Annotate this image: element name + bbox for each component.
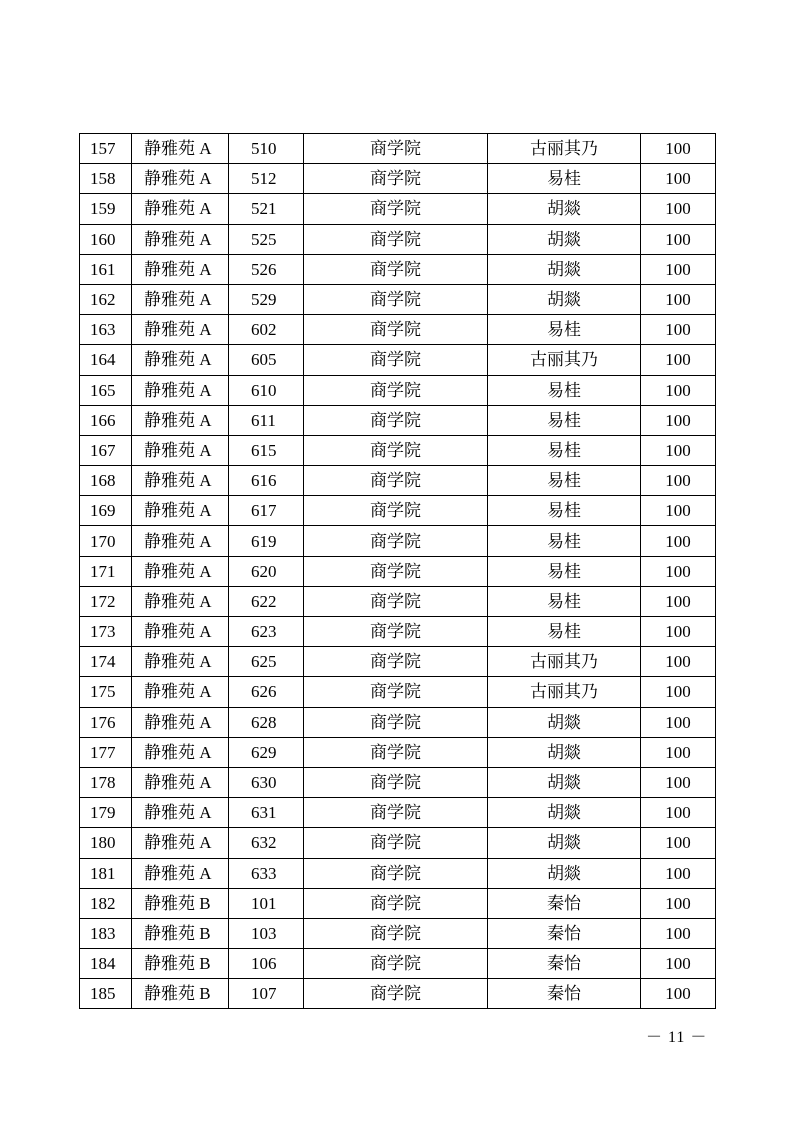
cell-person-name: 古丽其乃 [488,345,641,375]
cell-serial-number: 183 [80,918,132,948]
cell-serial-number: 174 [80,647,132,677]
cell-room-number: 625 [229,647,304,677]
table-row [80,254,716,284]
cell-college: 商学院 [304,677,488,707]
cell-score: 100 [641,888,716,918]
table-row [80,949,716,979]
cell-score: 100 [641,798,716,828]
cell-college: 商学院 [304,315,488,345]
page-number: － 11 － [646,1029,708,1046]
cell-person-name: 易桂 [488,586,641,616]
cell-building: 静雅苑 A [132,164,229,194]
cell-college: 商学院 [304,737,488,767]
cell-room-number: 629 [229,737,304,767]
table-row [80,556,716,586]
cell-building: 静雅苑 A [132,254,229,284]
cell-building: 静雅苑 A [132,134,229,164]
cell-college: 商学院 [304,647,488,677]
cell-room-number: 628 [229,707,304,737]
cell-score: 100 [641,375,716,405]
cell-score: 100 [641,586,716,616]
cell-building: 静雅苑 A [132,858,229,888]
cell-person-name: 秦怡 [488,979,641,1009]
cell-person-name: 胡燚 [488,737,641,767]
cell-room-number: 605 [229,345,304,375]
cell-room-number: 623 [229,617,304,647]
table-row [80,194,716,224]
cell-room-number: 633 [229,858,304,888]
cell-person-name: 易桂 [488,617,641,647]
cell-college: 商学院 [304,496,488,526]
cell-person-name: 古丽其乃 [488,134,641,164]
cell-building: 静雅苑 A [132,617,229,647]
cell-person-name: 秦怡 [488,949,641,979]
cell-room-number: 620 [229,556,304,586]
cell-score: 100 [641,315,716,345]
cell-serial-number: 170 [80,526,132,556]
cell-person-name: 易桂 [488,466,641,496]
cell-room-number: 619 [229,526,304,556]
cell-serial-number: 160 [80,224,132,254]
cell-college: 商学院 [304,767,488,797]
cell-serial-number: 157 [80,134,132,164]
cell-building: 静雅苑 A [132,405,229,435]
cell-room-number: 615 [229,435,304,465]
cell-building: 静雅苑 A [132,586,229,616]
cell-building: 静雅苑 A [132,828,229,858]
cell-college: 商学院 [304,707,488,737]
cell-college: 商学院 [304,617,488,647]
cell-college: 商学院 [304,435,488,465]
cell-college: 商学院 [304,194,488,224]
cell-college: 商学院 [304,979,488,1009]
cell-building: 静雅苑 A [132,496,229,526]
table-row [80,345,716,375]
cell-college: 商学院 [304,345,488,375]
table-row [80,707,716,737]
cell-room-number: 106 [229,949,304,979]
cell-score: 100 [641,254,716,284]
cell-serial-number: 177 [80,737,132,767]
dormitory-score-table [79,133,716,1009]
cell-serial-number: 163 [80,315,132,345]
cell-score: 100 [641,767,716,797]
cell-person-name: 胡燚 [488,707,641,737]
cell-serial-number: 162 [80,284,132,314]
cell-room-number: 626 [229,677,304,707]
cell-building: 静雅苑 A [132,435,229,465]
cell-room-number: 107 [229,979,304,1009]
cell-room-number: 103 [229,918,304,948]
cell-building: 静雅苑 A [132,677,229,707]
cell-serial-number: 181 [80,858,132,888]
cell-score: 100 [641,828,716,858]
cell-room-number: 610 [229,375,304,405]
cell-person-name: 易桂 [488,526,641,556]
cell-room-number: 632 [229,828,304,858]
cell-serial-number: 167 [80,435,132,465]
cell-college: 商学院 [304,858,488,888]
cell-serial-number: 158 [80,164,132,194]
cell-serial-number: 184 [80,949,132,979]
cell-person-name: 易桂 [488,496,641,526]
cell-serial-number: 180 [80,828,132,858]
cell-score: 100 [641,556,716,586]
cell-building: 静雅苑 A [132,345,229,375]
cell-room-number: 512 [229,164,304,194]
table-row [80,617,716,647]
cell-serial-number: 161 [80,254,132,284]
cell-score: 100 [641,737,716,767]
cell-building: 静雅苑 A [132,466,229,496]
cell-serial-number: 164 [80,345,132,375]
cell-college: 商学院 [304,888,488,918]
cell-college: 商学院 [304,586,488,616]
cell-room-number: 521 [229,194,304,224]
cell-building: 静雅苑 B [132,979,229,1009]
cell-building: 静雅苑 A [132,707,229,737]
cell-college: 商学院 [304,556,488,586]
cell-building: 静雅苑 A [132,798,229,828]
cell-building: 静雅苑 A [132,767,229,797]
cell-room-number: 526 [229,254,304,284]
cell-score: 100 [641,194,716,224]
cell-person-name: 易桂 [488,164,641,194]
table-row [80,405,716,435]
table-row [80,496,716,526]
cell-score: 100 [641,617,716,647]
cell-serial-number: 165 [80,375,132,405]
cell-person-name: 古丽其乃 [488,677,641,707]
table-row [80,375,716,405]
cell-serial-number: 179 [80,798,132,828]
table-row [80,979,716,1009]
cell-college: 商学院 [304,828,488,858]
cell-room-number: 602 [229,315,304,345]
cell-person-name: 胡燚 [488,828,641,858]
cell-college: 商学院 [304,798,488,828]
cell-building: 静雅苑 A [132,194,229,224]
cell-person-name: 胡燚 [488,858,641,888]
cell-serial-number: 176 [80,707,132,737]
table-row [80,435,716,465]
cell-score: 100 [641,466,716,496]
cell-room-number: 101 [229,888,304,918]
cell-serial-number: 169 [80,496,132,526]
cell-college: 商学院 [304,224,488,254]
cell-serial-number: 178 [80,767,132,797]
table-row [80,918,716,948]
cell-serial-number: 175 [80,677,132,707]
cell-person-name: 胡燚 [488,254,641,284]
cell-person-name: 易桂 [488,315,641,345]
table-row [80,586,716,616]
cell-score: 100 [641,284,716,314]
cell-person-name: 胡燚 [488,798,641,828]
cell-score: 100 [641,496,716,526]
table-row [80,284,716,314]
cell-room-number: 611 [229,405,304,435]
cell-serial-number: 172 [80,586,132,616]
cell-building: 静雅苑 B [132,888,229,918]
cell-score: 100 [641,405,716,435]
cell-building: 静雅苑 A [132,224,229,254]
cell-score: 100 [641,224,716,254]
cell-college: 商学院 [304,254,488,284]
cell-room-number: 525 [229,224,304,254]
table-row [80,526,716,556]
cell-score: 100 [641,164,716,194]
cell-person-name: 易桂 [488,435,641,465]
cell-serial-number: 185 [80,979,132,1009]
cell-room-number: 510 [229,134,304,164]
cell-serial-number: 171 [80,556,132,586]
cell-score: 100 [641,134,716,164]
table-row [80,134,716,164]
cell-score: 100 [641,526,716,556]
cell-building: 静雅苑 B [132,918,229,948]
table-row [80,677,716,707]
cell-score: 100 [641,979,716,1009]
cell-room-number: 631 [229,798,304,828]
cell-serial-number: 173 [80,617,132,647]
table-row [80,224,716,254]
cell-score: 100 [641,435,716,465]
table-row [80,767,716,797]
cell-person-name: 胡燚 [488,194,641,224]
cell-building: 静雅苑 A [132,526,229,556]
cell-building: 静雅苑 B [132,949,229,979]
cell-room-number: 617 [229,496,304,526]
cell-room-number: 616 [229,466,304,496]
cell-building: 静雅苑 A [132,375,229,405]
cell-person-name: 胡燚 [488,224,641,254]
cell-score: 100 [641,647,716,677]
cell-room-number: 529 [229,284,304,314]
table-row [80,164,716,194]
cell-person-name: 易桂 [488,375,641,405]
cell-score: 100 [641,858,716,888]
cell-building: 静雅苑 A [132,647,229,677]
cell-college: 商学院 [304,949,488,979]
cell-building: 静雅苑 A [132,737,229,767]
table-row [80,888,716,918]
cell-score: 100 [641,707,716,737]
cell-college: 商学院 [304,526,488,556]
cell-person-name: 秦怡 [488,888,641,918]
table-row [80,828,716,858]
cell-college: 商学院 [304,375,488,405]
cell-college: 商学院 [304,918,488,948]
cell-serial-number: 182 [80,888,132,918]
table-row [80,798,716,828]
table-body [80,134,716,1009]
table-row [80,858,716,888]
cell-person-name: 古丽其乃 [488,647,641,677]
cell-score: 100 [641,918,716,948]
cell-college: 商学院 [304,466,488,496]
cell-building: 静雅苑 A [132,556,229,586]
cell-serial-number: 168 [80,466,132,496]
cell-college: 商学院 [304,134,488,164]
cell-person-name: 秦怡 [488,918,641,948]
cell-score: 100 [641,345,716,375]
cell-person-name: 易桂 [488,405,641,435]
cell-serial-number: 159 [80,194,132,224]
cell-score: 100 [641,949,716,979]
cell-college: 商学院 [304,405,488,435]
cell-college: 商学院 [304,284,488,314]
cell-room-number: 630 [229,767,304,797]
cell-building: 静雅苑 A [132,284,229,314]
cell-serial-number: 166 [80,405,132,435]
cell-person-name: 胡燚 [488,767,641,797]
table-row [80,647,716,677]
table-row [80,737,716,767]
cell-person-name: 易桂 [488,556,641,586]
table-row [80,315,716,345]
cell-building: 静雅苑 A [132,315,229,345]
cell-room-number: 622 [229,586,304,616]
cell-score: 100 [641,677,716,707]
cell-person-name: 胡燚 [488,284,641,314]
cell-college: 商学院 [304,164,488,194]
table-row [80,466,716,496]
